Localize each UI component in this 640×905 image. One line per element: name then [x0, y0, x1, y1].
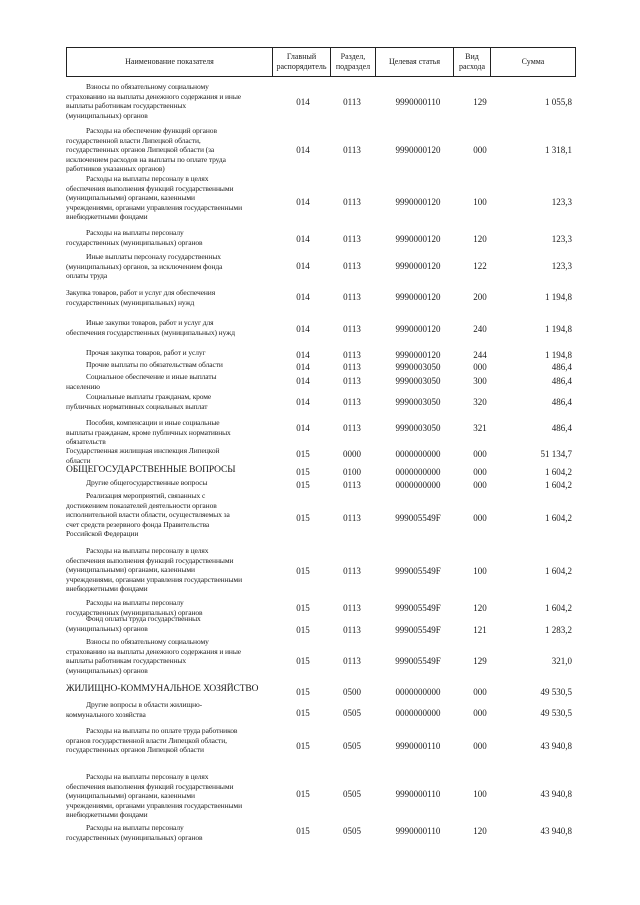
row-name-line: Другие вопросы в области жилищно- [86, 700, 203, 709]
row-amount: 1 194,8 [545, 324, 572, 334]
row-amount: 49 530,5 [540, 708, 572, 718]
row-expense-type: 000 [473, 362, 487, 372]
row-name [66, 126, 270, 174]
row-target-article: 9990000110 [395, 826, 441, 836]
header-art: Целевая статья [388, 57, 441, 66]
row-main-manager: 015 [296, 566, 310, 576]
row-name-line: (муниципальными) органами, казенными [66, 193, 195, 202]
row-main-manager: 014 [296, 423, 310, 433]
row-expense-type: 000 [473, 741, 487, 751]
row-main-manager: 014 [296, 350, 310, 360]
row-expense-type: 000 [473, 480, 487, 490]
row-name [66, 823, 270, 842]
row-name [66, 446, 270, 465]
row-expense-type: 300 [473, 376, 487, 386]
header-name: Наименование показателя [125, 57, 214, 66]
row-main-manager: 015 [296, 480, 310, 490]
row-name-line: Расходы на выплаты персоналу [86, 598, 184, 607]
row-expense-type: 129 [473, 656, 487, 666]
row-name-line: учреждениями, органами управления государственными [66, 202, 242, 212]
row-section: 0113 [343, 362, 361, 372]
row-name-line: Расходы на выплаты персоналу [86, 823, 184, 832]
row-name-line: Государственная жилищная инспекция Липецкой [66, 446, 220, 455]
row-name-line: Закупка товаров, работ и услуг для обеспечения [66, 288, 216, 297]
row-name-line: Взносы по обязательному социальному [86, 82, 209, 91]
row-target-article: 9990000120 [395, 145, 441, 155]
row-name-line: Прочая закупка товаров, работ и услуг [86, 348, 206, 357]
row-name [66, 726, 270, 755]
row-name [66, 614, 270, 633]
row-amount: 123,3 [551, 197, 572, 207]
row-target-article: 9990000120 [395, 350, 441, 360]
row-name-line: государственных (муниципальных) органов [66, 237, 203, 247]
row-name [66, 684, 270, 695]
row-name-line: государственной власти Липецкой области, [66, 135, 201, 145]
row-name [66, 318, 270, 337]
row-name [66, 772, 270, 820]
row-expense-type: 000 [473, 467, 487, 477]
row-target-article: 0000000000 [395, 687, 441, 697]
row-target-article: 9990003050 [395, 376, 441, 386]
row-name-line: обеспечения государственных (муниципальных) нужд [66, 327, 235, 337]
row-name-line: обеспечения выполнения функций государственными [66, 183, 234, 193]
row-section: 0113 [343, 513, 361, 523]
row-expense-type: 100 [473, 789, 487, 799]
row-target-article: 9990000120 [395, 197, 441, 207]
row-amount: 123,3 [551, 234, 572, 244]
row-expense-type: 321 [473, 423, 487, 433]
row-expense-type: 122 [473, 261, 487, 271]
row-target-article: 9990000120 [395, 234, 441, 244]
row-amount: 1 318,1 [545, 145, 572, 155]
row-name-line: Иные закупки товаров, работ и услуг для [86, 318, 214, 327]
row-main-manager: 015 [296, 708, 310, 718]
row-name-line: Реализация мероприятий, связанных с [86, 491, 206, 500]
row-name-line: органов государственной власти Липецкой области, [66, 735, 227, 745]
row-name-line: страхованию на выплаты денежного содержания и иные [66, 91, 242, 101]
row-main-manager: 015 [296, 687, 310, 697]
row-amount: 1 055,8 [545, 97, 572, 107]
row-amount: 43 940,8 [540, 741, 572, 751]
row-section: 0113 [343, 566, 361, 576]
row-section: 0113 [343, 197, 361, 207]
row-name [66, 465, 270, 476]
row-section: 0113 [343, 292, 361, 302]
row-name-line: Другие общегосударственные вопросы [86, 478, 208, 487]
row-main-manager: 014 [296, 97, 310, 107]
row-section: 0500 [343, 687, 361, 697]
row-main-manager: 015 [296, 513, 310, 523]
row-target-article: 0000000000 [395, 467, 441, 477]
row-name-line: Фонд оплаты труда государственных [86, 614, 201, 623]
row-expense-type: 000 [473, 513, 487, 523]
row-main-manager: 014 [296, 362, 310, 372]
row-name-line: достижением показателей деятельности органов [66, 500, 217, 510]
header-vid: Вид расхода [458, 52, 486, 71]
row-section: 0113 [343, 234, 361, 244]
row-expense-type: 121 [473, 625, 487, 635]
row-amount: 1 604,2 [545, 480, 572, 490]
row-section: 0113 [343, 324, 361, 334]
row-main-manager: 014 [296, 397, 310, 407]
row-target-article: 999005549F [395, 566, 441, 576]
row-name-line: страхованию на выплаты денежного содержания и иные [66, 646, 242, 656]
row-expense-type: 100 [473, 197, 487, 207]
row-target-article: 0000000000 [395, 480, 441, 490]
row-expense-type: 320 [473, 397, 487, 407]
row-name-line: исполнительной власти области, осуществляемых за [66, 510, 230, 519]
row-expense-type: 129 [473, 97, 487, 107]
row-name-line: внебюджетными фондами [66, 584, 148, 593]
row-name-line: учреждениями, органами управления государственными [66, 574, 242, 584]
row-name-line: Российской Федерации [66, 529, 139, 538]
row-name-line: выплаты работникам государственных [66, 656, 187, 665]
row-expense-type: 240 [473, 324, 487, 334]
row-main-manager: 015 [296, 625, 310, 635]
row-target-article: 9990000120 [395, 292, 441, 302]
row-name [66, 372, 270, 391]
row-name-line: (муниципальных) органов [66, 665, 148, 675]
row-amount: 321,0 [551, 656, 572, 666]
row-expense-type: 244 [473, 350, 487, 360]
row-amount: 486,4 [551, 376, 572, 386]
row-main-manager: 015 [296, 603, 310, 613]
row-amount: 51 134,7 [540, 449, 572, 459]
row-target-article: 9990000110 [395, 97, 441, 107]
row-name-line: оплаты труда [66, 271, 108, 280]
row-name-line: внебюджетными фондами [66, 810, 148, 819]
row-name-line: счет средств резервного фонда Правительства [66, 519, 210, 529]
row-expense-type: 000 [473, 708, 487, 718]
row-expense-type: 200 [473, 292, 487, 302]
row-main-manager: 015 [296, 789, 310, 799]
row-amount: 1 194,8 [545, 350, 572, 360]
row-target-article: 999005549F [395, 656, 441, 666]
row-name [66, 546, 270, 594]
row-name-line: внебюджетными фондами [66, 212, 148, 221]
row-name-line: государственных (муниципальных) нужд [66, 297, 195, 307]
row-main-manager: 014 [296, 197, 310, 207]
row-section: 0113 [343, 97, 361, 107]
row-section: 0100 [343, 467, 361, 477]
row-main-manager: 014 [296, 261, 310, 271]
row-main-manager: 015 [296, 467, 310, 477]
row-expense-type: 000 [473, 687, 487, 697]
row-name-line: (муниципальных) органов [66, 623, 148, 633]
row-name [66, 348, 270, 358]
row-name-line: обеспечения выполнения функций государственными [66, 781, 234, 791]
row-name-line: коммунального хозяйства [66, 709, 146, 719]
row-name-line: Расходы на выплаты персоналу в целях [86, 174, 209, 183]
row-name-line: выплаты работникам государственных [66, 101, 187, 110]
row-name [66, 174, 270, 222]
row-target-article: 9990003050 [395, 362, 441, 372]
row-target-article: 999005549F [395, 625, 441, 635]
row-name-line: Социальное обеспечение и иные выплаты [86, 372, 217, 381]
row-amount: 486,4 [551, 397, 572, 407]
row-name-line: государственных органов Липецкой области (за [66, 145, 215, 154]
row-main-manager: 015 [296, 826, 310, 836]
header-sec: Раздел, подраздел [335, 52, 371, 71]
row-section: 0113 [343, 397, 361, 407]
row-name-line: Расходы на обеспечение функций органов [86, 126, 217, 135]
header-sum: Сумма [521, 57, 545, 66]
row-amount: 1 283,2 [545, 625, 572, 635]
row-name-line: Прочие выплаты по обязательствам области [86, 360, 223, 369]
row-name-line: обязательств [66, 437, 106, 446]
row-section: 0000 [343, 449, 361, 459]
row-name-line: Взносы по обязательному социальному [86, 637, 209, 646]
row-section: 0113 [343, 603, 361, 613]
row-main-manager: 014 [296, 292, 310, 302]
row-section: 0505 [343, 741, 361, 751]
row-name-line: области [66, 455, 91, 465]
row-name-line: Расходы на выплаты персоналу в целях [86, 772, 209, 781]
row-target-article: 999005549F [395, 513, 441, 523]
row-name-line: (муниципальными) органами, казенными [66, 565, 195, 574]
row-main-manager: 014 [296, 376, 310, 386]
row-name-line: учреждениями, органами управления государственными [66, 800, 242, 810]
row-target-article: 9990000110 [395, 741, 441, 751]
row-expense-type: 120 [473, 603, 487, 613]
row-target-article: 9990003050 [395, 423, 441, 433]
row-name [66, 82, 270, 120]
row-amount: 43 940,8 [540, 789, 572, 799]
row-name-line: работников указанных органов) [66, 164, 165, 173]
row-section: 0113 [343, 350, 361, 360]
row-expense-type: 000 [473, 449, 487, 459]
row-name-line: публичных нормативных социальных выплат [66, 401, 208, 411]
row-section: 0113 [343, 261, 361, 271]
row-section: 0113 [343, 625, 361, 635]
table-header [66, 47, 576, 77]
row-amount: 1 604,2 [545, 603, 572, 613]
row-name-line: государственных (муниципальных) органов [66, 832, 203, 842]
row-amount: 1 194,8 [545, 292, 572, 302]
row-main-manager: 015 [296, 656, 310, 666]
row-name-line: (муниципальных) органов, за исключением фонда [66, 261, 223, 271]
row-target-article: 0000000000 [395, 449, 441, 459]
row-name-line: (муниципальных) органов [66, 110, 148, 120]
row-name [66, 491, 270, 539]
row-target-article: 0000000000 [395, 708, 441, 718]
row-name-line: выплаты гражданам, кроме публичных нормативных [66, 427, 231, 437]
row-name [66, 392, 270, 411]
row-target-article: 999005549F [395, 603, 441, 613]
row-section: 0505 [343, 826, 361, 836]
row-amount: 43 940,8 [540, 826, 572, 836]
row-name-line: государственных органов Липецкой области [66, 745, 204, 754]
row-expense-type: 100 [473, 566, 487, 576]
row-amount: 486,4 [551, 362, 572, 372]
row-name-line: Иные выплаты персоналу государственных [86, 252, 221, 261]
row-name-line: государственных (муниципальных) органов [66, 607, 203, 617]
row-name [66, 252, 270, 281]
row-main-manager: 014 [296, 234, 310, 244]
row-expense-type: 120 [473, 826, 487, 836]
row-section: 0113 [343, 145, 361, 155]
row-name-line: ЖИЛИЩНО-КОММУНАЛЬНОЕ ХОЗЯЙСТВО [66, 684, 259, 694]
row-name [66, 700, 270, 719]
row-name-line: Расходы на выплаты по оплате труда работников [86, 726, 238, 735]
row-name-line: (муниципальными) органами, казенными [66, 791, 195, 800]
row-name [66, 478, 270, 488]
row-name [66, 228, 270, 247]
row-main-manager: 015 [296, 741, 310, 751]
row-expense-type: 000 [473, 145, 487, 155]
row-target-article: 9990000110 [395, 789, 441, 799]
row-name-line: Расходы на выплаты персоналу [86, 228, 184, 237]
row-name-line: населению [66, 381, 100, 391]
row-target-article: 9990000120 [395, 261, 441, 271]
row-name-line: Расходы на выплаты персоналу в целях [86, 546, 209, 555]
row-amount: 1 604,2 [545, 513, 572, 523]
row-main-manager: 014 [296, 145, 310, 155]
row-expense-type: 120 [473, 234, 487, 244]
row-target-article: 9990000120 [395, 324, 441, 334]
row-section: 0113 [343, 480, 361, 490]
row-name [66, 360, 270, 370]
row-name-line: ОБЩЕГОСУДАРСТВЕННЫЕ ВОПРОСЫ [66, 465, 236, 475]
row-section: 0505 [343, 708, 361, 718]
row-amount: 123,3 [551, 261, 572, 271]
row-name-line: исключением расходов на выплаты по оплате труда [66, 154, 226, 164]
row-amount: 49 530,5 [540, 687, 572, 697]
row-name-line: Социальные выплаты гражданам, кроме [86, 392, 212, 401]
row-amount: 1 604,2 [545, 566, 572, 576]
row-section: 0113 [343, 656, 361, 666]
row-name [66, 288, 270, 307]
row-amount: 1 604,2 [545, 467, 572, 477]
row-main-manager: 015 [296, 449, 310, 459]
row-section: 0113 [343, 423, 361, 433]
row-section: 0505 [343, 789, 361, 799]
row-section: 0113 [343, 376, 361, 386]
header-gr: Главный распорядитель [276, 52, 327, 71]
row-target-article: 9990003050 [395, 397, 441, 407]
row-name-line: обеспечения выполнения функций государственными [66, 555, 234, 565]
row-name [66, 637, 270, 675]
row-name [66, 418, 270, 447]
row-amount: 486,4 [551, 423, 572, 433]
row-name-line: Пособия, компенсации и иные социальные [86, 418, 220, 427]
row-main-manager: 014 [296, 324, 310, 334]
